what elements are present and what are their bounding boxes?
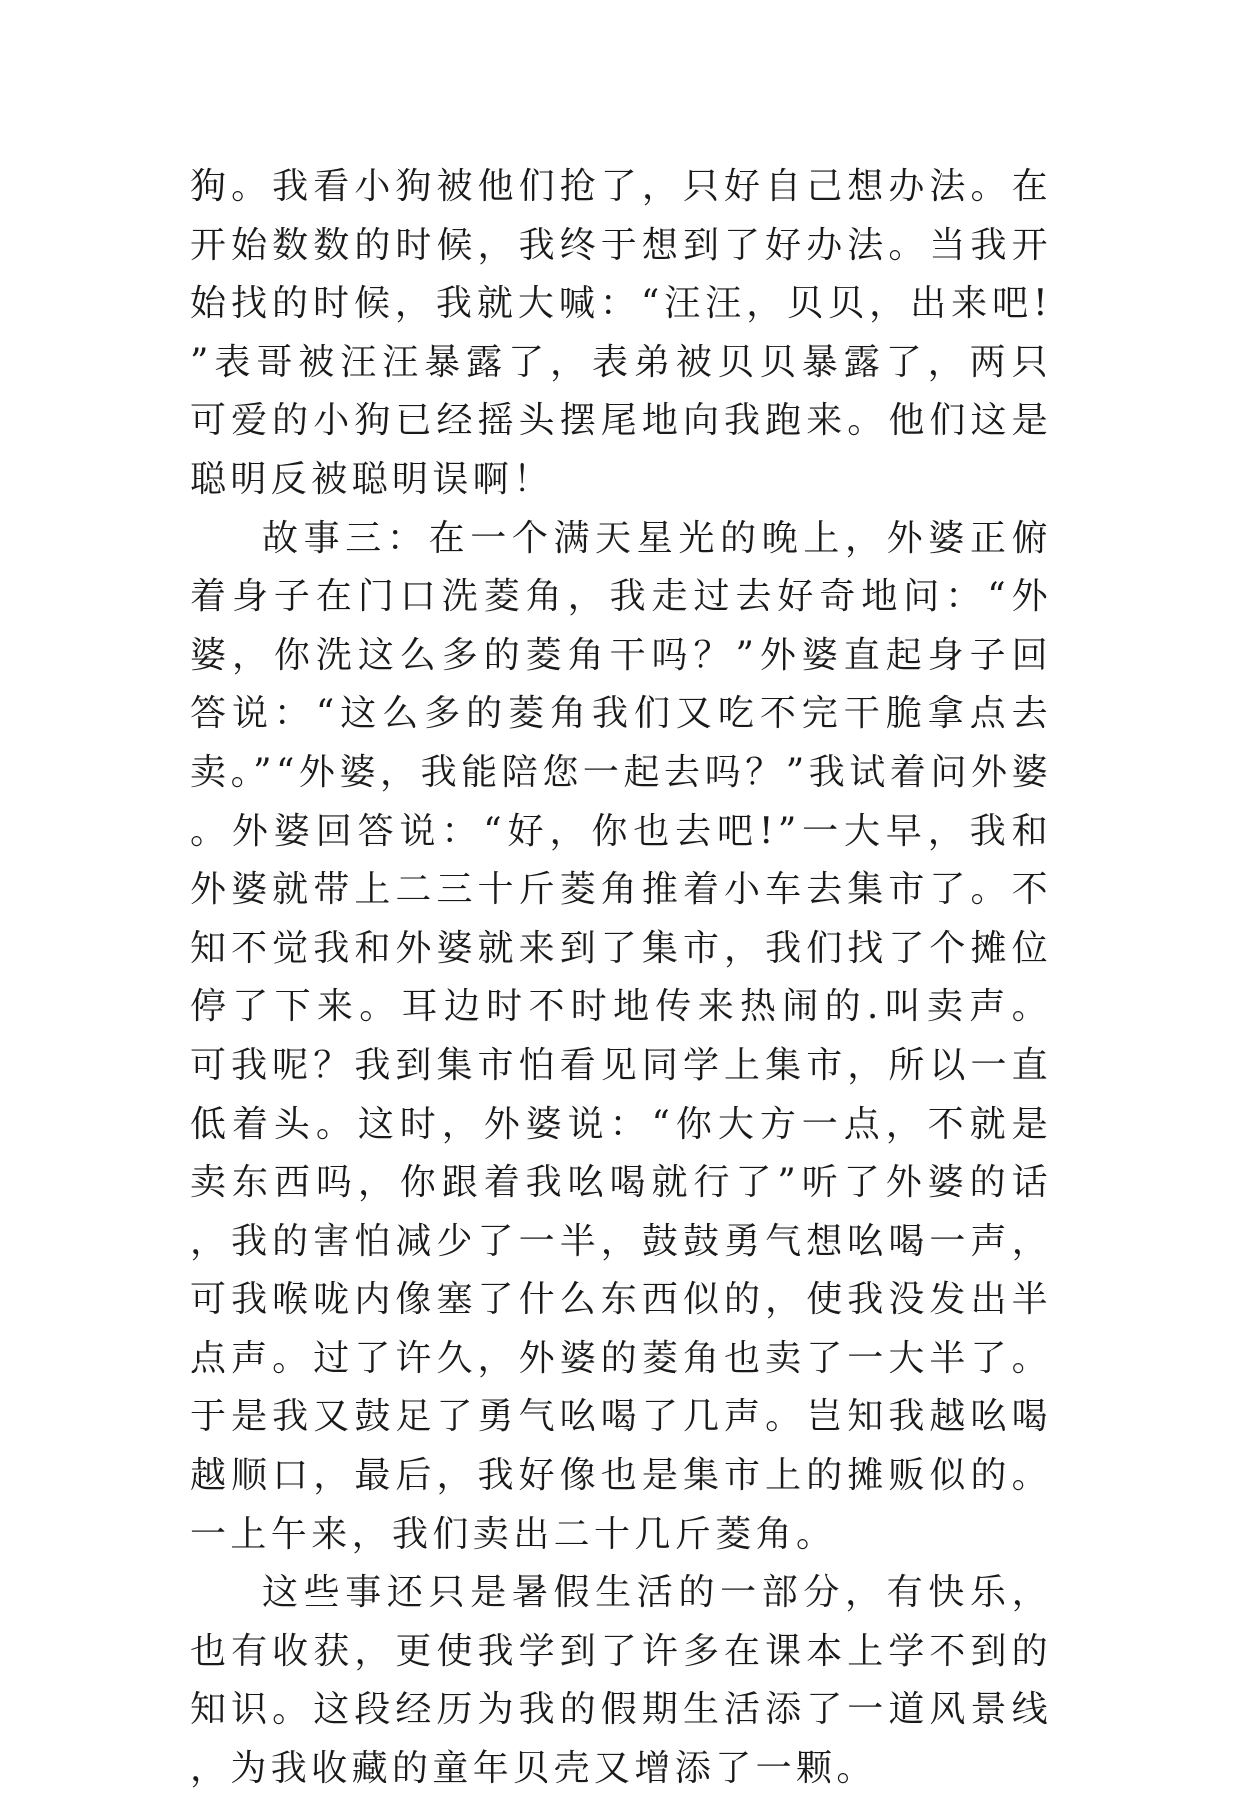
paragraph-3: 这些事还只是暑假生活的一部分，有快乐，也有收获，更使我学到了许多在课本上学不到的知识。这段经历为我的假期生活添了一道风景线，为我收藏的童年贝壳又增添了一颗。 xyxy=(190,1572,1052,1790)
paragraph-1: 狗。我看小狗被他们抢了，只好自己想办法。在开始数数的时候，我终于想到了好办法。当我开始找的时候，我就大喊：“汪汪，贝贝，出来吧!”表哥被汪汪暴露了，表弟被贝贝暴露了，两只可爱的小狗已经摇头摆尾地向我跑来。他们这是聪明反被聪明误啊！ xyxy=(190,166,1052,500)
paragraph-2: 故事三：在一个满天星光的晚上，外婆正俯着身子在门口洗菱角，我走过去好奇地问：“外婆，你洗这么多的菱角干吗？”外婆直起身子回答说：“这么多的菱角我们又吃不完干脆拿点去卖。”“外婆，我能陪您一起去吗？”我试着问外婆。外婆回答说：“好，你也去吧!”一大早，我和外婆就带上二三十斤菱角推着小车去集市了。不知不觉我和外婆就来到了集市，我们找了个摊位停了下来。耳边时不时地传来热闹的.叫卖声。可我呢？我到集市怕看见同学上集市，所以一直低着头。这时，外婆说：“你大方一点，不就是卖东西吗，你跟着我吆喝就行了”听了外婆的话，我的害怕减少了一半，鼓鼓勇气想吆喝一声，可我喉咙内像塞了什么东西似的，使我没发出半点声。过了许久，外婆的菱角也卖了一大半了。于是我又鼓足了勇气吆喝了几声。岂知我越吆喝越顺口，最后，我好像也是集市上的摊贩似的。一上午来，我们卖出二十几斤菱角。 xyxy=(190,517,1052,1555)
document-body xyxy=(190,158,1052,1799)
